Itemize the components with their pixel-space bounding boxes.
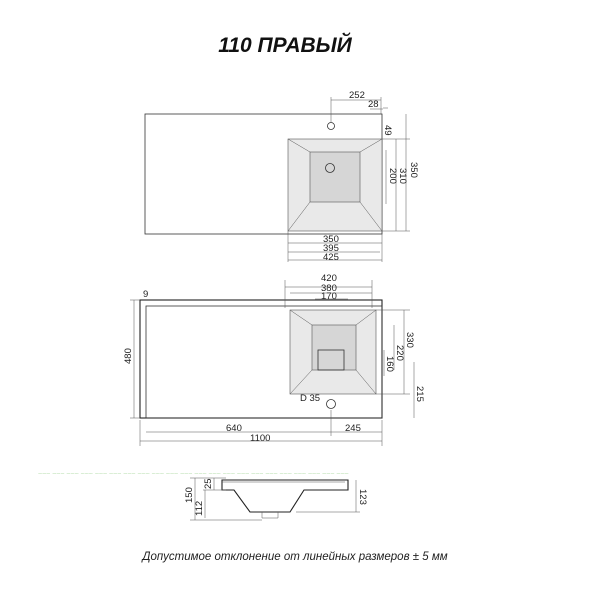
front-view-tap-hole [327, 400, 336, 409]
dim-9: 9 [143, 289, 149, 300]
dim-170: 170 [321, 291, 337, 302]
dim-123: 123 [357, 489, 368, 505]
dim-200: 200 [387, 168, 398, 184]
dim-350-height: 350 [408, 162, 419, 178]
dim-220: 220 [394, 345, 405, 361]
top-view-basin-inner [310, 152, 360, 202]
dim-395: 395 [323, 243, 339, 254]
dim-160: 160 [384, 356, 395, 372]
dim-330: 330 [404, 332, 415, 348]
dim-245: 245 [345, 423, 361, 434]
dim-252: 252 [349, 90, 365, 101]
dim-380: 380 [321, 283, 337, 294]
top-view-tap-hole [328, 123, 335, 130]
dim-150: 150 [184, 487, 195, 503]
dim-350-width: 350 [323, 234, 339, 245]
drawing-title: 110 ПРАВЫЙ [218, 34, 352, 57]
section-profile [222, 480, 348, 512]
dim-420: 420 [321, 273, 337, 284]
dim-1100: 1100 [250, 433, 271, 444]
dim-640: 640 [226, 423, 242, 434]
front-view-basin-inner [312, 325, 356, 370]
watermark-row: ~~~ ~~~ ~~~ ~~~ ~~~ ~~~ ~~~ ~~~ ~~~ ~~~ ~~~ ~~~ ~~~ ~~~ ~~~ ~~~ ~~~ ~~~ ~~~ ~~~ ~~~ ~~~ [38, 471, 349, 478]
dim-310: 310 [397, 168, 408, 184]
dim-112: 112 [194, 500, 205, 516]
tolerance-footnote: Допустимое отклонение от линейных размеров ± 5 мм [142, 551, 448, 563]
drain-label: D 35 [300, 393, 321, 404]
dim-28: 28 [368, 99, 379, 110]
dim-480: 480 [123, 348, 134, 364]
dim-425: 425 [323, 252, 339, 263]
front-view [123, 273, 425, 446]
dim-49: 49 [382, 125, 393, 136]
dim-25: 25 [203, 478, 214, 489]
section-view [184, 478, 368, 520]
dim-215: 215 [414, 386, 425, 402]
top-view [145, 90, 419, 263]
